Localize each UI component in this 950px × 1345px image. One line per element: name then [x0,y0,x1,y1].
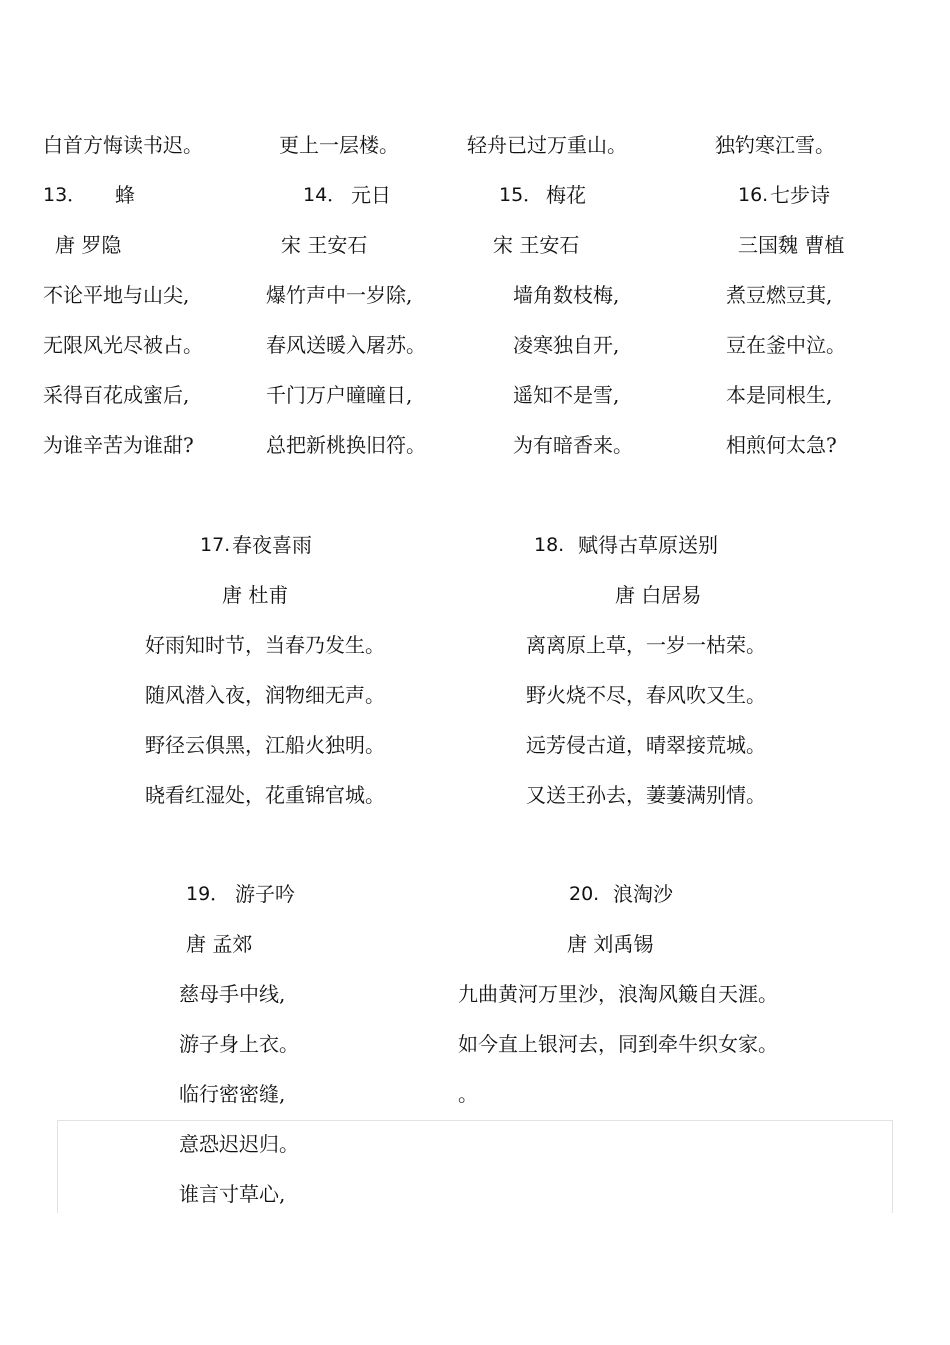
poem-author: 三国魏 曹植 [738,233,845,257]
poem-author: 唐 刘禹锡 [567,932,654,956]
poem-line: 随风潜入夜，润物细无声。 [145,683,385,707]
prev-line-3: 轻舟已过万重山。 [467,133,627,157]
poem-line: 本是同根生, [726,383,833,407]
poem-line: 不论平地与山尖, [43,283,190,307]
poem-line: 慈母手中线, [179,982,286,1006]
poem-line: 总把新桃换旧符。 [266,433,426,457]
poem-line: 又送王孙去，萋萋满别情。 [526,783,766,807]
poem-author: 宋 王安石 [493,233,580,257]
poem-number: 20. [569,883,600,905]
poem-number: 19． [186,883,230,905]
poem-line: 离离原上草，一岁一枯荣。 [526,633,766,657]
poem-number: 18. [534,534,565,556]
poem-number: 14． [303,184,347,206]
poem-line: 遥知不是雪, [513,383,620,407]
poem-title: 游子吟 [235,882,295,906]
poem-line: 野火烧不尽，春风吹又生。 [526,683,766,707]
poem-title: 赋得古草原送别 [578,533,718,557]
poem-line: 为有暗香来。 [513,433,633,457]
poem-line: 采得百花成蜜后, [43,383,190,407]
poem-line: 千门万户曈曈日, [266,383,413,407]
poem-author: 唐 白居易 [615,583,702,607]
poem-number: 15． [499,184,543,206]
poem-title: 梅花 [546,183,586,207]
poem-line: 为谁辛苦为谁甜? [43,433,194,457]
poem-title: 春夜喜雨 [232,533,312,557]
poem-line: 好雨知时节，当春乃发生。 [145,633,385,657]
poem-line: 春风送暖入屠苏。 [266,333,426,357]
poem-line: 爆竹声中一岁除, [266,283,413,307]
poem-line: 墙角数枝梅, [513,283,620,307]
poem-line: 临行密密缝, [179,1082,286,1106]
poem-line: 如今直上银河去，同到牵牛织女家。 [458,1032,778,1056]
poem-author: 唐 罗隐 [55,233,122,257]
poem-line: 谁言寸草心, [179,1182,286,1206]
prev-line-2: 更上一层楼。 [279,133,399,157]
poem-line: 远芳侵古道，晴翠接荒城。 [526,733,766,757]
poem-author: 唐 杜甫 [222,583,289,607]
poem-line: 煮豆燃豆萁, [726,283,833,307]
poem-line: 凌寒独自开, [513,333,620,357]
poem-number: 13． [43,184,87,206]
poem-author: 宋 王安石 [281,233,368,257]
prev-line-1: 白首方悔读书迟。 [43,133,203,157]
prev-line-4: 独钓寒江雪。 [715,133,835,157]
poem-author: 唐 孟郊 [186,932,253,956]
poem-number: 16. [738,184,769,206]
poem-line: 。 [458,1082,478,1106]
poem-number: 17. [200,534,231,556]
poem-title: 浪淘沙 [613,882,673,906]
poem-title: 蜂 [115,183,135,207]
poem-line: 豆在釜中泣。 [726,333,846,357]
poem-line: 意恐迟迟归。 [179,1132,299,1156]
poem-line: 九曲黄河万里沙，浪淘风簸自天涯。 [458,982,778,1006]
poem-line: 游子身上衣。 [179,1032,299,1056]
poem-line: 相煎何太急? [726,433,837,457]
poem-line: 晓看红湿处，花重锦官城。 [145,783,385,807]
poem-line: 无限风光尽被占。 [43,333,203,357]
poem-title: 七步诗 [770,183,830,207]
poem-title: 元日 [351,183,391,207]
poem-line: 野径云俱黑，江船火独明。 [145,733,385,757]
